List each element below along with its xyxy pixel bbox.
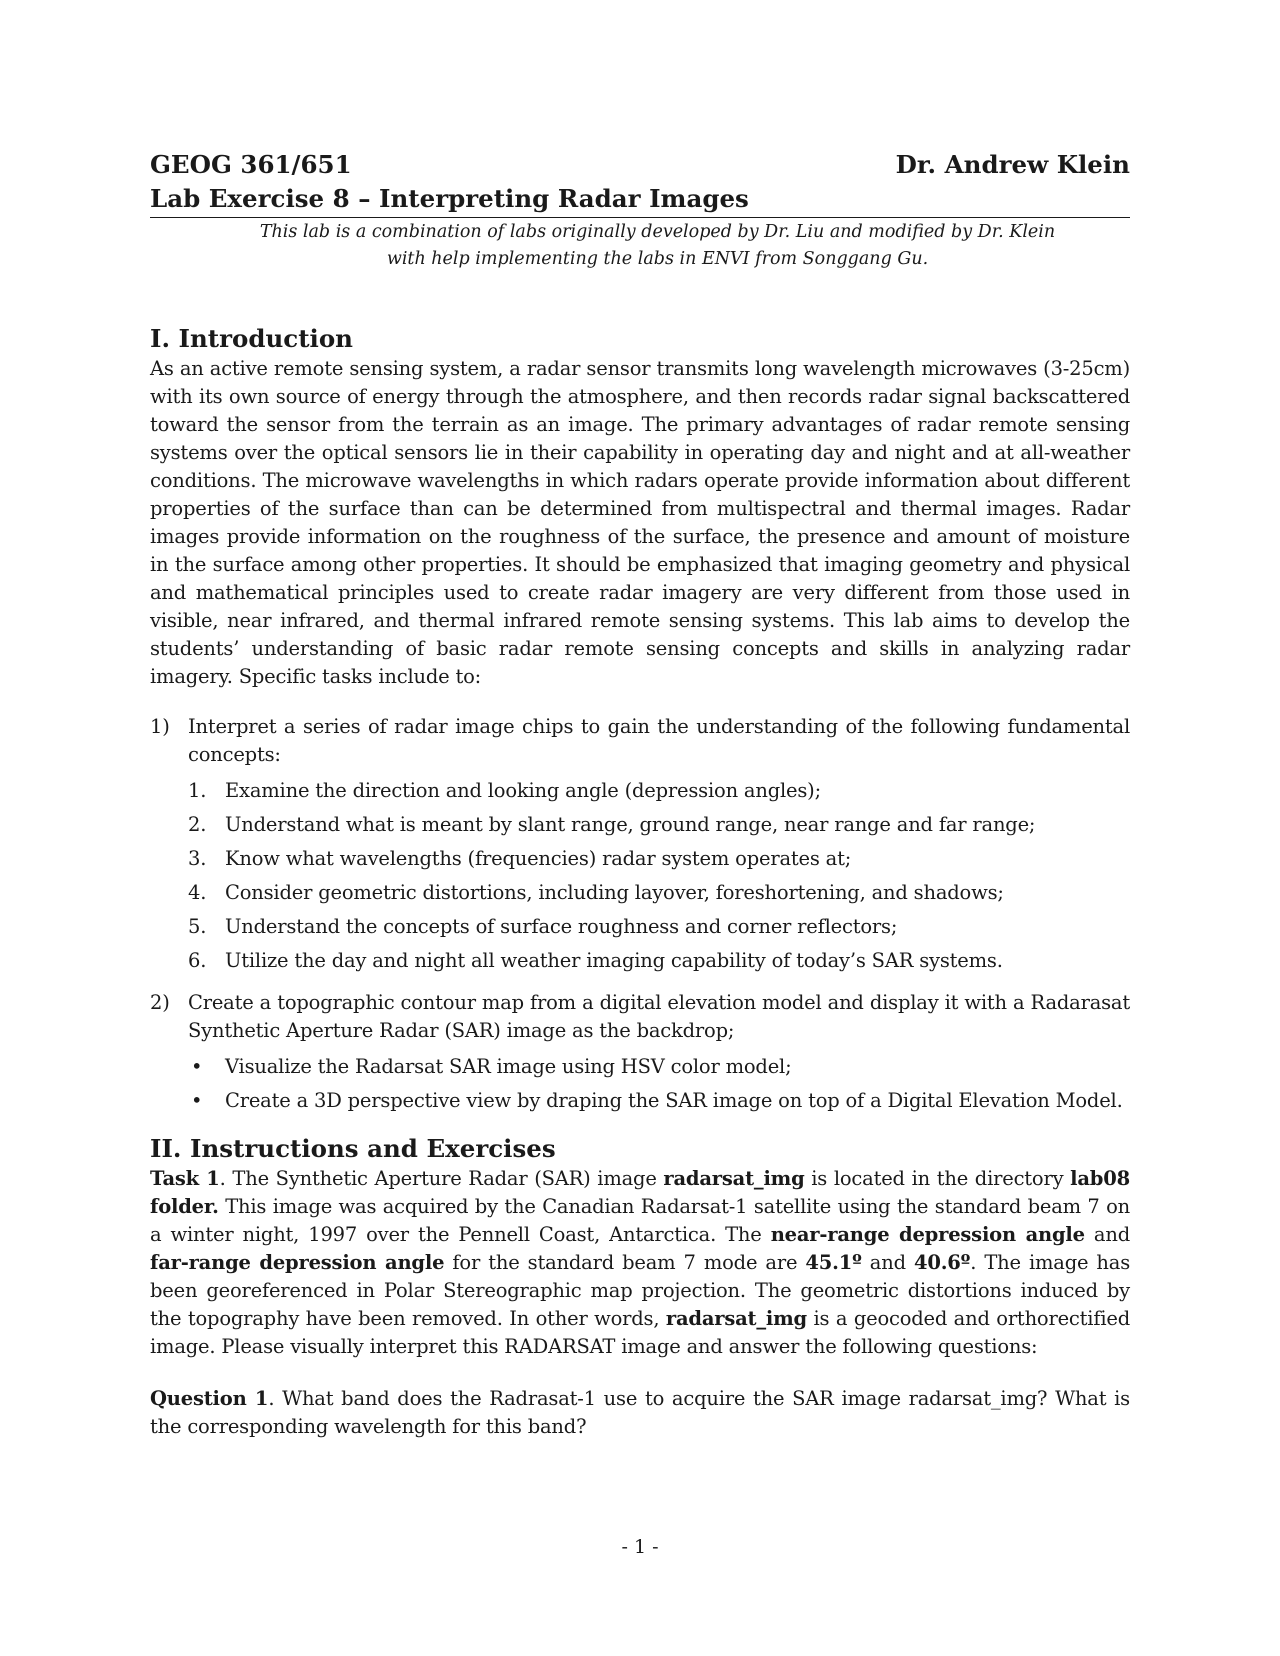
bullet-icon: • (191, 1055, 203, 1078)
list-item (188, 845, 1130, 873)
instructions-heading: II. Instructions and Exercises (150, 1134, 556, 1163)
intro-paragraph: As an active remote sensing system, a radar sensor transmits long wavelength microwaves (3-25cm) with its own source of energy through the atmosphere, and then records radar signal backscattered toward the sensor from the terrain as an image. The primary advantages of radar remote sensing systems over the optical sensors lie in their capability in operating day and night and at all-weather conditions. The microwave wavelengths in which radars operate provide information about different properties of the surface than can be determined from multispectral and thermal images. Radar images provide information on the roughness of the surface, the presence and amount of moisture in the surface among other properties. It should be emphasized that imaging geometry and physical and mathematical principles used to create radar imagery are very different from those used in visible, near infrared, and thermal infrared remote sensing systems. This lab aims to develop the students’ understanding of basic radar remote sensing concepts and skills in analyzing radar imagery. Specific tasks include to: (150, 357, 1130, 688)
task-number: 1) (150, 715, 170, 738)
near-range-term: near-range depression angle (770, 1223, 1085, 1246)
list-marker: 3. (188, 847, 207, 870)
task1-label: Task 1 (150, 1167, 220, 1190)
text-run: and (1084, 1223, 1130, 1246)
list-item (188, 1053, 1130, 1081)
task-text: Create a topographic contour map from a digital elevation model and display it with a Radarasat Synthetic Aperture Radar (SAR) image as the backdrop; (188, 991, 1130, 1042)
header-row (150, 148, 1130, 182)
text-run: for the standard beam 7 mode are (444, 1251, 806, 1274)
list-marker: 5. (188, 915, 207, 938)
list-text: Create a 3D perspective view by draping the SAR image on top of a Digital Elevation Model. (225, 1089, 1123, 1112)
bullet-icon: • (191, 1089, 203, 1112)
intro-heading: I. Introduction (150, 324, 353, 353)
list-item (188, 879, 1130, 907)
list-item (188, 1087, 1130, 1115)
list-item (188, 913, 1130, 941)
credit-line-2: with help implementing the labs in ENVI from Songgang Gu. (386, 249, 929, 269)
question1-text: . What band does the Radrasat-1 use to acquire the SAR image radarsat_img? What is the corresponding wavelength for this band? (150, 1387, 1130, 1438)
task-text: Interpret a series of radar image chips to gain the understanding of the following fundamental concepts: (188, 715, 1130, 766)
list-marker: 4. (188, 881, 207, 904)
credit-line-1: This lab is a combination of labs originally developed by Dr. Liu and modified by Dr. Klein (259, 222, 1056, 242)
credit-note (150, 219, 1130, 273)
list-marker: 2. (188, 813, 207, 836)
question1-label: Question 1 (150, 1387, 269, 1410)
folder-name: lab08 folder. (150, 1167, 1130, 1218)
author-name: Dr. Andrew Klein (895, 150, 1130, 179)
far-angle-value: 40.6º (913, 1251, 971, 1274)
text-run: is located in the directory (804, 1167, 1071, 1190)
question1-paragraph (150, 1385, 1130, 1441)
list-marker: 1. (188, 779, 207, 802)
file-name: radarsat_img (665, 1307, 807, 1330)
list-text: Understand the concepts of surface roughness and corner reflectors; (225, 915, 898, 938)
concept-list (188, 777, 1130, 975)
page-content (150, 148, 1130, 1441)
list-text: Know what wavelengths (frequencies) radar system operates at; (225, 847, 852, 870)
list-text: Consider geometric distortions, including layover, foreshortening, and shadows; (225, 881, 1004, 904)
task-number: 2) (150, 991, 170, 1014)
near-angle-value: 45.1º (805, 1251, 862, 1274)
text-run: This image was acquired by the Canadian Radarsat-1 satellite using the standard beam 7 on a winter night, 1997 over the Pennell Coast, Antarctica. The (150, 1195, 1130, 1246)
task1-paragraph (150, 1165, 1130, 1361)
file-name: radarsat_img (663, 1167, 805, 1190)
list-text: Visualize the Radarsat SAR image using HSV color model; (225, 1055, 792, 1078)
text-run: . The image has been georeferenced in Polar Stereographic map projection. The geometric distortions induced by the topography have been removed. In other words, (150, 1251, 1131, 1330)
list-text: Examine the direction and looking angle (depression angles); (225, 779, 821, 802)
task-item-2 (150, 989, 1130, 1045)
lab-title: Lab Exercise 8 – Interpreting Radar Images (150, 184, 749, 213)
far-range-term: far-range depression angle (150, 1251, 445, 1274)
text-run: . The Synthetic Aperture Radar (SAR) image (219, 1167, 664, 1190)
text-run: and (861, 1251, 914, 1274)
task-list (150, 713, 1130, 1115)
list-marker: 6. (188, 949, 207, 972)
list-item (188, 811, 1130, 839)
list-text: Understand what is meant by slant range, ground range, near range and far range; (225, 813, 1036, 836)
list-text: Utilize the day and night all weather imaging capability of today’s SAR systems. (225, 949, 1003, 972)
list-item (188, 777, 1130, 805)
header-divider (150, 217, 1130, 218)
visualization-list (188, 1053, 1130, 1115)
task-item-1 (150, 713, 1130, 769)
list-item (188, 947, 1130, 975)
page-number: - 1 - (621, 1536, 659, 1558)
text-run: is a geocoded and orthorectified image. Please visually interpret this RADARSAT image and answer the following questions: (150, 1307, 1131, 1358)
course-code: GEOG 361/651 (150, 150, 352, 179)
